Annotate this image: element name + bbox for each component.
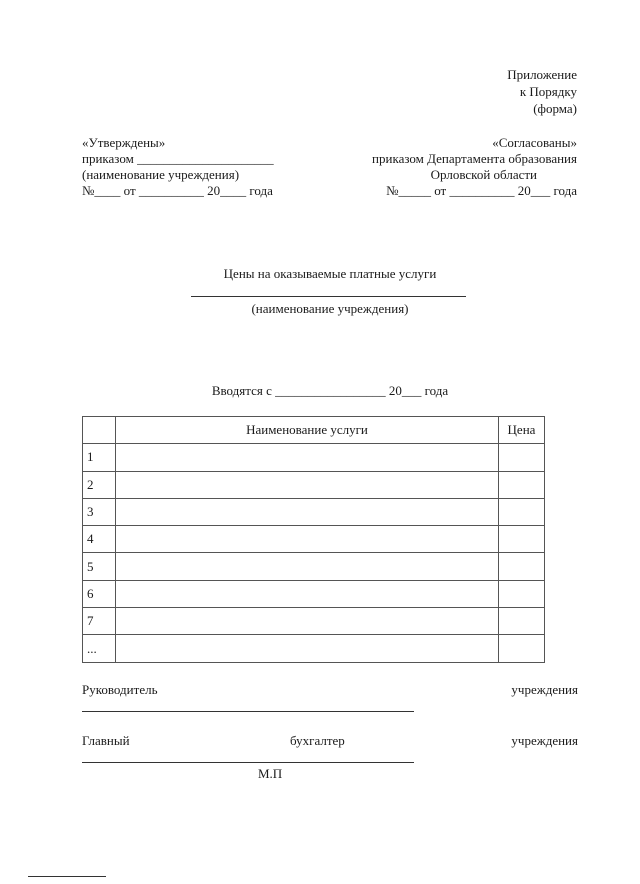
accountant-signature-line[interactable] — [82, 762, 414, 763]
approved-order: приказом _____________________ — [82, 151, 274, 166]
appendix-line-1: Приложение — [507, 67, 577, 82]
price-cell[interactable] — [499, 526, 545, 553]
service-name-cell[interactable] — [116, 471, 499, 498]
agreed-block — [372, 135, 577, 199]
institution-name-line — [191, 296, 466, 297]
accountant-institution-label: учреждения — [511, 733, 578, 748]
table-row — [83, 526, 545, 553]
service-name-cell[interactable] — [116, 553, 499, 580]
document-title: Цены на оказываемые платные услуги — [223, 266, 437, 281]
row-number: 3 — [83, 498, 116, 525]
price-table — [82, 416, 545, 663]
row-number: 6 — [83, 580, 116, 607]
table-row — [83, 471, 545, 498]
table-row — [83, 444, 545, 471]
row-number: 2 — [83, 471, 116, 498]
head-signature-line[interactable] — [82, 711, 414, 712]
row-number: 4 — [83, 526, 116, 553]
footnote-separator — [28, 876, 106, 877]
service-name-cell[interactable] — [116, 580, 499, 607]
appendix-block — [507, 67, 577, 118]
table-row — [83, 498, 545, 525]
row-number: 5 — [83, 553, 116, 580]
agreed-number: №_____ от __________ 20___ года — [386, 183, 577, 198]
stamp-place: М.П — [258, 766, 283, 781]
header-price: Цена — [499, 417, 545, 444]
price-cell[interactable] — [499, 635, 545, 662]
appendix-line-2: к Порядку — [519, 84, 577, 99]
row-number: ... — [83, 635, 116, 662]
head-institution-label: учреждения — [511, 682, 578, 697]
approved-institution: (наименование учреждения) — [82, 167, 240, 182]
row-number: 7 — [83, 608, 116, 635]
header-service-name: Наименование услуги — [116, 417, 499, 444]
service-name-cell[interactable] — [116, 526, 499, 553]
service-name-cell[interactable] — [116, 444, 499, 471]
header-num — [83, 417, 116, 444]
price-cell[interactable] — [499, 580, 545, 607]
service-name-cell[interactable] — [116, 498, 499, 525]
table-row — [83, 635, 545, 662]
approved-title: «Утверждены» — [82, 135, 166, 150]
price-cell[interactable] — [499, 608, 545, 635]
accountant-label: бухгалтер — [290, 733, 345, 748]
price-cell[interactable] — [499, 471, 545, 498]
approved-number: №____ от __________ 20____ года — [82, 183, 273, 198]
price-cell[interactable] — [499, 444, 545, 471]
approved-block — [82, 135, 274, 199]
effective-date: Вводятся с _________________ 20___ года — [211, 383, 449, 398]
service-name-cell[interactable] — [116, 608, 499, 635]
table-row — [83, 553, 545, 580]
accountant-label-chief: Главный — [82, 733, 130, 748]
table-header-row — [83, 417, 545, 444]
price-cell[interactable] — [499, 498, 545, 525]
table-row — [83, 580, 545, 607]
document-subtitle: (наименование учреждения) — [251, 301, 409, 316]
table-row — [83, 608, 545, 635]
agreed-title: «Согласованы» — [492, 135, 577, 150]
row-number: 1 — [83, 444, 116, 471]
head-label: Руководитель — [82, 682, 158, 697]
agreed-region: Орловской области — [430, 167, 537, 182]
price-cell[interactable] — [499, 553, 545, 580]
appendix-line-3: (форма) — [533, 101, 577, 116]
agreed-order: приказом Департамента образования — [372, 151, 577, 166]
service-name-cell[interactable] — [116, 635, 499, 662]
